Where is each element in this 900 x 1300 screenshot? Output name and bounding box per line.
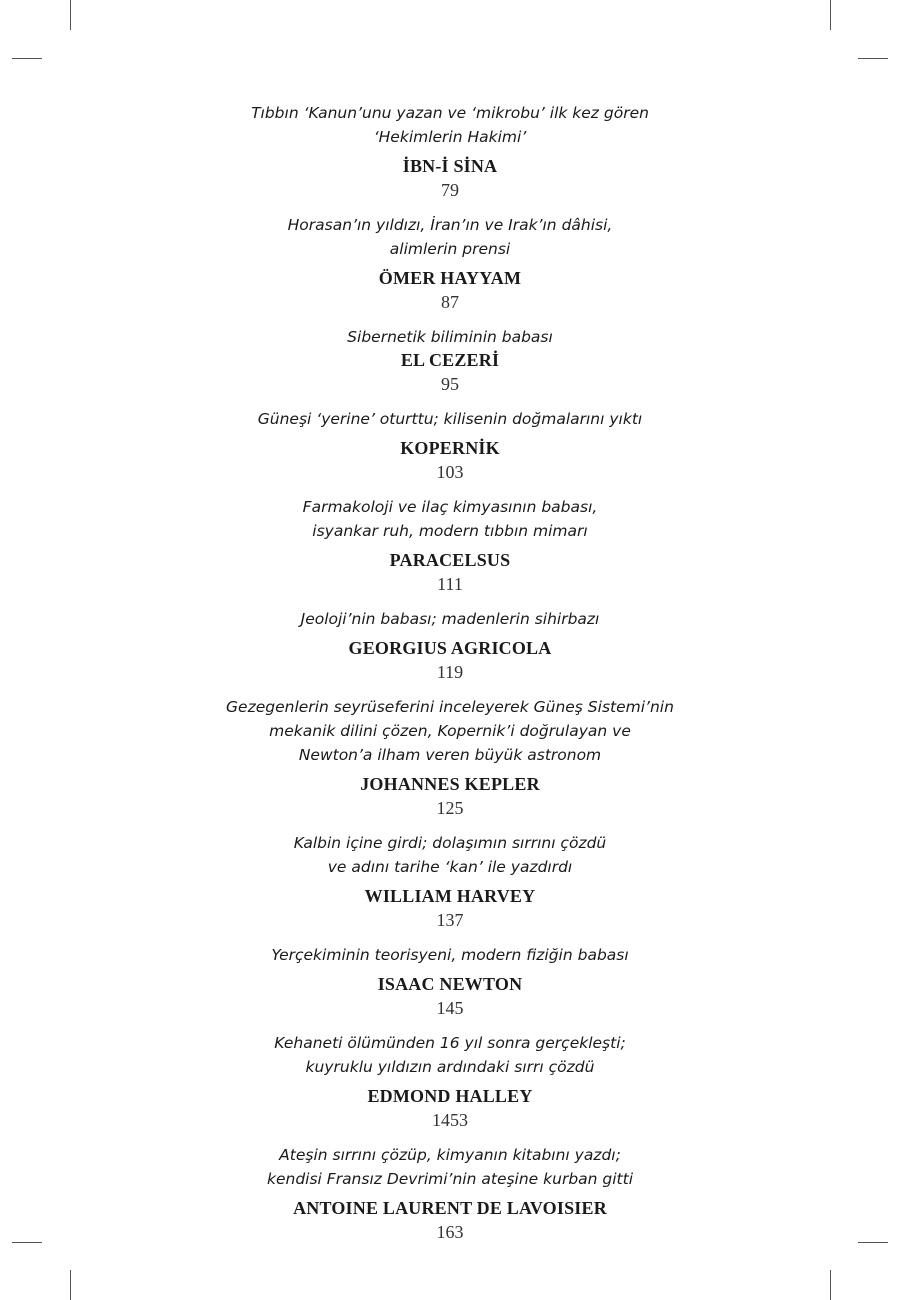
crop-mark-bottom-left-horizontal: [12, 1242, 42, 1243]
entry-name: ISAAC NEWTON: [377, 974, 523, 994]
entry-page-number: 1453: [432, 1110, 468, 1130]
entry-page-number: 87: [441, 292, 459, 312]
description-line: kendisi Fransız Devrimi’nin ateşine kurban gitti: [266, 1170, 634, 1188]
description-line: Farmakoloji ve ilaç kimyasının babası,: [302, 498, 598, 516]
entry-page-number: 125: [436, 798, 464, 818]
entry-description: [150, 325, 750, 349]
entry-name: PARACELSUS: [389, 550, 511, 570]
entry-page-number: 145: [436, 998, 464, 1018]
description-line: Güneşi ‘yerine’ oturttu; kilisenin doğmalarını yıktı: [257, 410, 643, 428]
description-line: Tıbbın ‘Kanun’unu yazan ve ‘mikrobu’ ilk kez gören: [251, 104, 649, 122]
description-line: ve adını tarihe ‘kan’ ile yazdırdı: [327, 858, 573, 876]
crop-mark-top-right-horizontal: [858, 58, 888, 59]
description-line: ‘Hekimlerin Hakimi’: [373, 128, 527, 146]
entry-name: EDMOND HALLEY: [367, 1086, 533, 1106]
toc-entry: [150, 213, 750, 313]
entry-page-number: 103: [436, 462, 464, 482]
entry-name: ANTOINE LAURENT DE LAVOISIER: [293, 1198, 607, 1218]
crop-mark-top-right-vertical: [830, 0, 831, 30]
description-line: Newton’a ilham veren büyük astronom: [298, 746, 602, 764]
table-of-contents: [150, 101, 750, 1243]
description-line: isyankar ruh, modern tıbbın mimarı: [312, 522, 588, 540]
toc-entry: [150, 831, 750, 931]
toc-entry: [150, 407, 750, 483]
description-line: alimlerin prensi: [389, 240, 511, 258]
description-line: Sibernetik biliminin babası: [347, 328, 553, 346]
entry-description: [150, 213, 750, 261]
description-line: Horasan’ın yıldızı, İran’ın ve Irak’ın dâhisi,: [287, 216, 613, 234]
description-line: Kalbin içine girdi; dolaşımın sırrını çözdü: [293, 834, 607, 852]
entry-name: ÖMER HAYYAM: [378, 268, 522, 288]
entry-page-number: 119: [436, 662, 464, 682]
toc-entry: [150, 1031, 750, 1131]
entry-description: [150, 407, 750, 431]
entry-name: WILLIAM HARVEY: [364, 886, 536, 906]
entry-name: JOHANNES KEPLER: [360, 774, 540, 794]
entry-name: GEORGIUS AGRICOLA: [348, 638, 552, 658]
crop-mark-bottom-right-horizontal: [858, 1242, 888, 1243]
description-line: Gezegenlerin seyrüseferini inceleyerek Güneş Sistemi’nin: [226, 698, 674, 716]
entry-description: [150, 495, 750, 543]
entry-description: [150, 943, 750, 967]
description-line: Ateşin sırrını çözüp, kimyanın kitabını yazdı;: [279, 1146, 621, 1164]
toc-entry: [150, 101, 750, 201]
crop-mark-top-left-horizontal: [12, 58, 42, 59]
description-line: Yerçekiminin teorisyeni, modern fiziğin babası: [271, 946, 629, 964]
toc-entry: [150, 325, 750, 395]
entry-page-number: 163: [436, 1222, 464, 1242]
toc-entry: [150, 943, 750, 1019]
entry-description: [150, 831, 750, 879]
entry-description: [150, 607, 750, 631]
toc-entry: [150, 607, 750, 683]
crop-mark-top-left-vertical: [70, 0, 71, 30]
description-line: Jeoloji’nin babası; madenlerin sihirbazı: [300, 610, 600, 628]
entry-name: İBN-İ SİNA: [402, 156, 498, 176]
entry-page-number: 137: [436, 910, 464, 930]
toc-entry: [150, 1143, 750, 1243]
description-line: mekanik dilini çözen, Kopernik’i doğrulayan ve: [269, 722, 631, 740]
entry-description: [150, 695, 750, 767]
entry-description: [150, 1031, 750, 1079]
description-line: kuyruklu yıldızın ardındaki sırrı çözdü: [305, 1058, 595, 1076]
toc-entry: [150, 495, 750, 595]
entry-description: [150, 101, 750, 149]
entry-page-number: 95: [441, 374, 459, 394]
entry-page-number: 111: [437, 574, 463, 594]
toc-entry: [150, 695, 750, 819]
entry-name: KOPERNİK: [400, 438, 500, 458]
crop-mark-bottom-left-vertical: [70, 1270, 71, 1300]
description-line: Kehaneti ölümünden 16 yıl sonra gerçekleşti;: [274, 1034, 626, 1052]
entry-name: EL CEZERİ: [400, 350, 500, 370]
entry-description: [150, 1143, 750, 1191]
crop-mark-bottom-right-vertical: [830, 1270, 831, 1300]
entry-page-number: 79: [441, 180, 459, 200]
